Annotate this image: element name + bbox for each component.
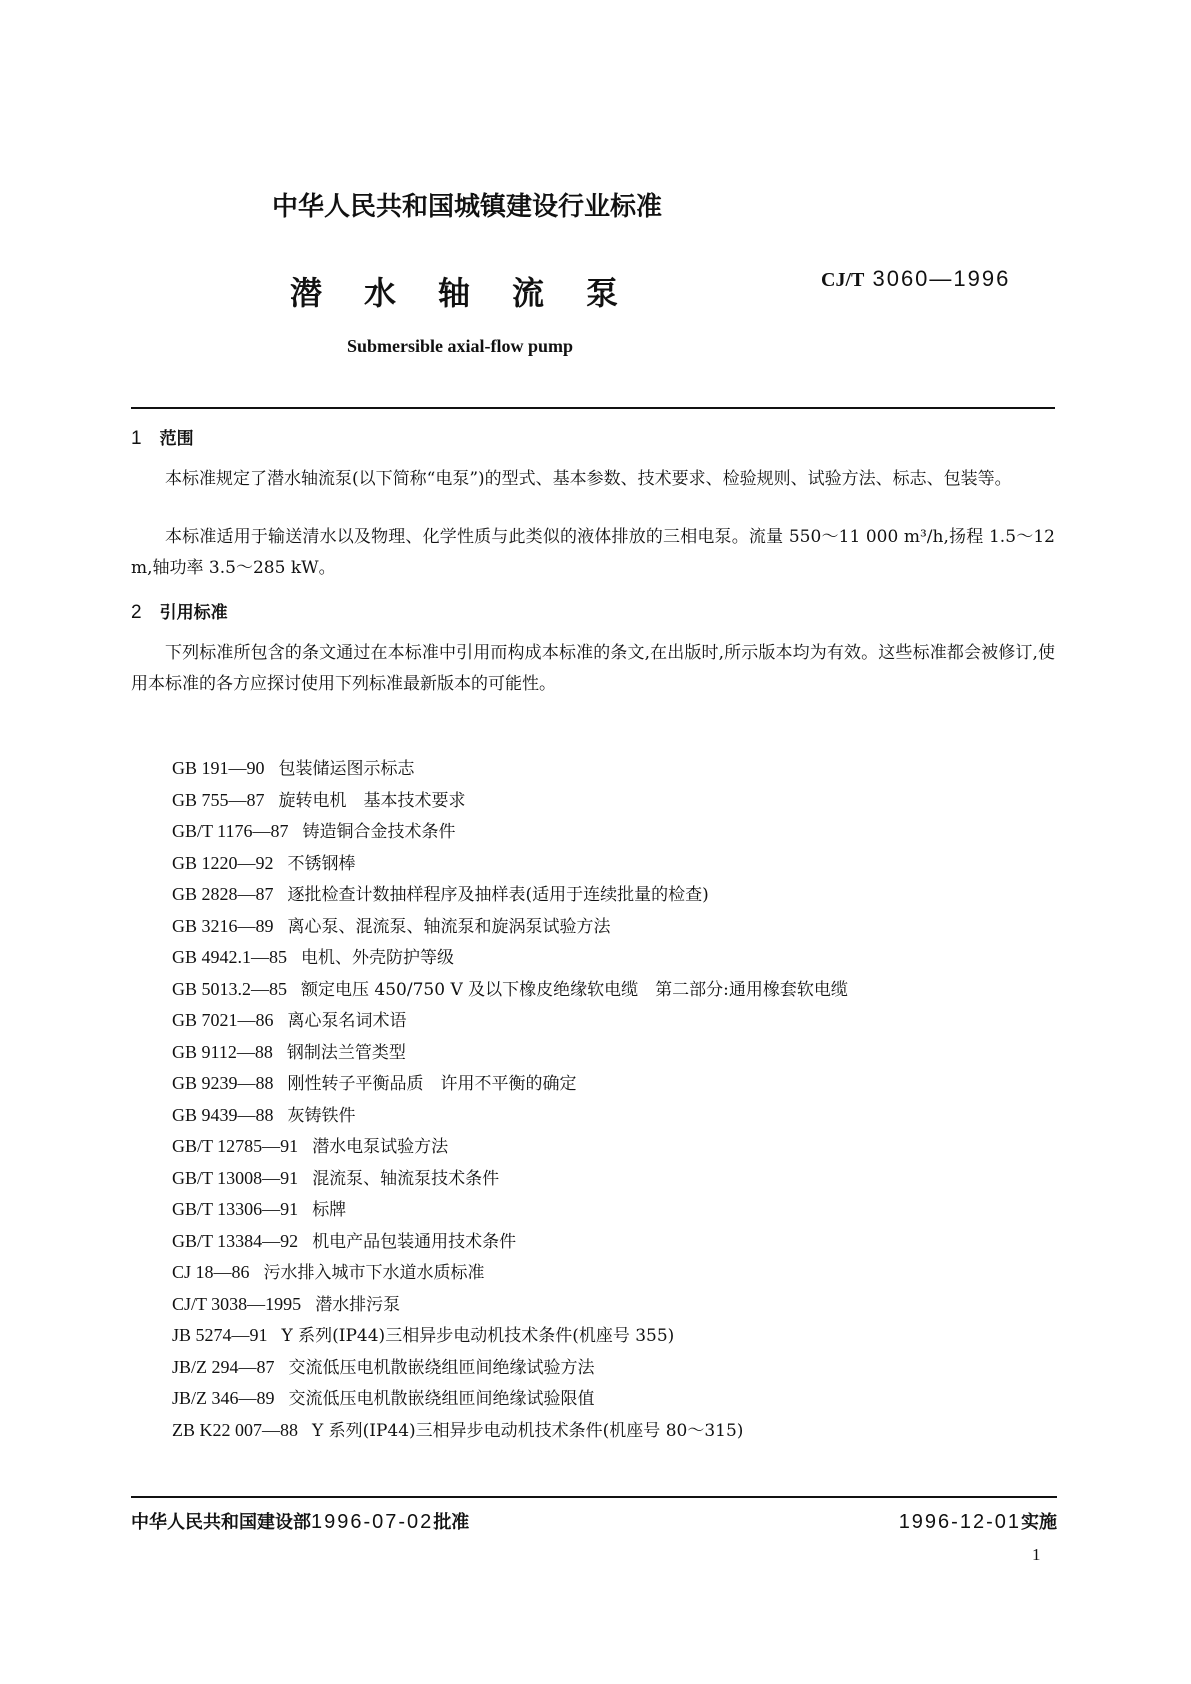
reference-title: 机电产品包装通用技术条件	[312, 1231, 517, 1252]
scope-paragraph-1: 本标准规定了潜水轴流泵(以下简称“电泵”)的型式、基本参数、技术要求、检验规则、试验方法、标志、包装等。	[165, 469, 1012, 489]
reference-code: GB/T 1176—87	[172, 821, 289, 841]
reference-code: GB 9112—88	[172, 1041, 273, 1062]
reference-item	[172, 1289, 848, 1321]
reference-item	[172, 1005, 848, 1037]
reference-item	[172, 1131, 848, 1163]
reference-item	[172, 879, 848, 911]
reference-item	[172, 1226, 848, 1258]
reference-item	[172, 911, 848, 943]
section-heading-scope	[131, 424, 194, 450]
standard-code-prefix: CJ/T	[821, 269, 865, 291]
section-number: 2	[131, 602, 142, 623]
section-number: 1	[131, 428, 142, 449]
reference-code: GB/T 13008—91	[172, 1167, 299, 1188]
reference-item	[172, 1163, 848, 1195]
reference-title: 刚性转子平衡品质 许用不平衡的确定	[287, 1074, 577, 1094]
reference-item	[172, 1320, 848, 1352]
reference-title: 潜水电泵试验方法	[312, 1137, 449, 1157]
approval-suffix: 批准	[433, 1512, 470, 1533]
reference-title: 钢制法兰管类型	[286, 1042, 406, 1063]
reference-title: 逐批检查计数抽样程序及抽样表(适用于连续批量的检查)	[287, 885, 709, 905]
reference-item	[172, 1100, 848, 1132]
reference-item	[172, 942, 848, 974]
reference-title: 离心泵、混流泵、轴流泵和旋涡泵试验方法	[287, 916, 611, 937]
section-title: 范围	[159, 429, 194, 449]
reference-item	[172, 785, 848, 817]
section-heading-normative-references	[131, 598, 228, 624]
section-title: 引用标准	[159, 603, 228, 623]
document-title-en: Submersible axial-flow pump	[347, 336, 574, 356]
reference-title: 灰铸铁件	[287, 1105, 356, 1126]
reference-item	[172, 816, 848, 848]
reference-title: 铸造铜合金技术条件	[302, 822, 456, 842]
reference-item	[172, 848, 848, 880]
reference-code: JB 5274—91	[172, 1325, 268, 1345]
reference-title: 交流低压电机散嵌绕组匝间绝缘试验限值	[288, 1389, 595, 1409]
scope-paragraph-2: 本标准适用于输送清水以及物理、化学性质与此类似的液体排放的三相电泵。流量 550～11 000 m³/h,扬程 1.5～12 m,轴功率 3.5～285 kW。	[131, 527, 1055, 578]
reference-code: GB 3216—89	[172, 915, 274, 936]
reference-item	[172, 753, 848, 785]
reference-title: 包装储运图示标志	[278, 759, 415, 779]
reference-item	[172, 1383, 848, 1415]
issuer-title: 中华人民共和国城镇建设行业标准	[272, 192, 663, 222]
reference-item	[172, 1352, 848, 1384]
reference-code: GB/T 13384—92	[172, 1230, 299, 1251]
reference-title: 交流低压电机散嵌绕组匝间绝缘试验方法	[288, 1357, 595, 1378]
reference-code: GB 5013.2—85	[172, 978, 288, 999]
reference-code: GB/T 12785—91	[172, 1136, 299, 1156]
approval-organization: 中华人民共和国建设部	[131, 1512, 311, 1533]
reference-title: 不锈钢棒	[287, 853, 356, 874]
reference-code: JB/Z 294—87	[172, 1356, 275, 1377]
reference-code: GB 9439—88	[172, 1104, 274, 1125]
reference-title: 离心泵名词术语	[287, 1011, 407, 1031]
reference-title: 混流泵、轴流泵技术条件	[312, 1168, 500, 1189]
reference-code: GB 1220—92	[172, 852, 274, 873]
reference-title: Y 系列(IP44)三相异步电动机技术条件(机座号 355)	[281, 1326, 675, 1346]
page-number: 1	[1032, 1545, 1041, 1564]
standard-code-number: 3060—1996	[872, 266, 1011, 291]
effective-date: 1996-12-01	[898, 1511, 1021, 1533]
effective-suffix: 实施	[1021, 1512, 1057, 1533]
reference-code: CJ/T 3038—1995	[172, 1293, 302, 1314]
reference-code: ZB K22 007—88	[172, 1419, 298, 1440]
approval-date: 1996-07-02	[311, 1511, 434, 1533]
reference-code: GB 755—87	[172, 789, 265, 810]
reference-code: GB 4942.1—85	[172, 947, 288, 967]
reference-title: 旋转电机 基本技术要求	[278, 790, 466, 811]
reference-code: GB/T 13306—91	[172, 1199, 299, 1219]
reference-item	[172, 1194, 848, 1226]
reference-title: 潜水排污泵	[315, 1294, 401, 1315]
standard-code	[821, 266, 1010, 292]
approval-line	[131, 1508, 469, 1534]
document-title-cn: 潜水轴流泵	[290, 274, 661, 312]
effective-line	[899, 1508, 1057, 1534]
reference-code: GB 2828—87	[172, 884, 274, 904]
header-divider	[131, 407, 1055, 409]
reference-code: GB 191—90	[172, 758, 265, 778]
references-intro-paragraph: 下列标准所包含的条文通过在本标准中引用而构成本标准的条文,在出版时,所示版本均为有效。这些标准都会被修订,使用本标准的各方应探讨使用下列标准最新版本的可能性。	[131, 643, 1055, 694]
reference-item	[172, 1415, 848, 1447]
reference-title: 额定电压 450/750 V 及以下橡皮绝缘软电缆 第二部分:通用橡套软电缆	[301, 979, 848, 1000]
reference-item	[172, 1037, 848, 1069]
reference-code: GB 7021—86	[172, 1010, 274, 1030]
reference-title: 标牌	[312, 1200, 347, 1220]
reference-code: JB/Z 346—89	[172, 1388, 275, 1408]
reference-title: 污水排入城市下水道水质标准	[263, 1263, 485, 1283]
reference-item	[172, 1257, 848, 1289]
reference-item	[172, 974, 848, 1006]
footer-divider	[131, 1496, 1057, 1498]
reference-item	[172, 1068, 848, 1100]
reference-code: GB 9239—88	[172, 1073, 274, 1093]
reference-title: Y 系列(IP44)三相异步电动机技术条件(机座号 80～315)	[312, 1420, 744, 1441]
reference-code: CJ 18—86	[172, 1262, 250, 1282]
reference-title: 电机、外壳防护等级	[301, 948, 455, 968]
reference-list	[172, 753, 848, 1446]
